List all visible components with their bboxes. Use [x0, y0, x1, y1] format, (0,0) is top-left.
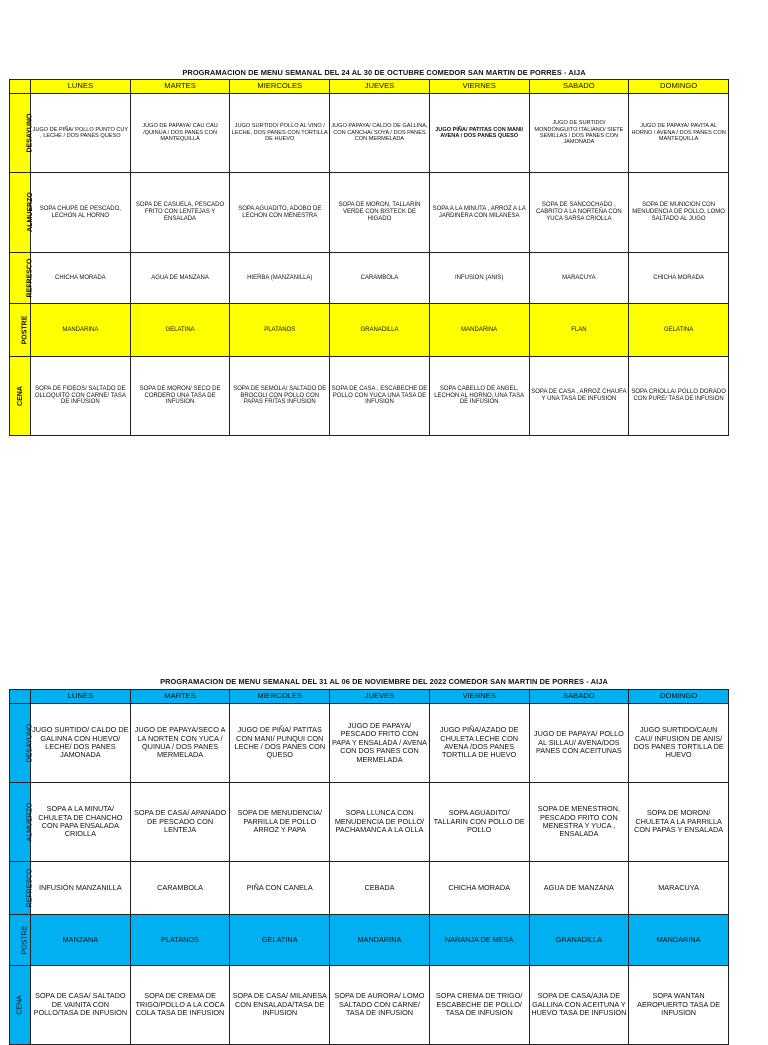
menu-cell: JUGO DE PIÑA/ PATITAS CON MANI/ PUNQUI CON LECHE / DOS PANES CON QUESO	[230, 704, 330, 783]
menu-cell: SOPA DE MUNICION CON MENUDENCIA DE POLLO, LOMO SALTADO AL JUGO	[629, 173, 729, 253]
menu-cell: SOPA DE FIDEOS/ SALTADO DE OLLOQUITO CON CARNE/ TASA DE INFUSION	[31, 357, 131, 436]
menu-cell: PLATANOS	[230, 304, 330, 357]
menu-title: PROGRAMACION DE MENU SEMANAL DEL 31 AL 06 DE NOVIEMBRE DEL 2022 COMEDOR SAN MARTIN DE PORRES - AIJA	[160, 677, 608, 686]
menu-cell: GELATINA	[230, 915, 330, 966]
menu-cell: MANZANA	[31, 915, 131, 966]
menu-cell: FLAN	[529, 304, 629, 357]
day-header: JUEVES	[330, 80, 430, 94]
menu-cell: HIERBA (MANZANILLA)	[230, 253, 330, 304]
meal-label: ALMUERZO	[10, 173, 31, 253]
menu-cell: JUGO SURTIDO/ POLLO AL VINO / LECHE, DOS PANES CON TORTILLA DE HUEVO	[230, 94, 330, 173]
menu-week-1	[0, 0, 768, 440]
menu-cell: JUGO SURTIDO/ CALDO DE GALINNA CON HUEVO/ LECHE/ DOS PANES JAMONADA	[31, 704, 131, 783]
menu-cell: SOPA CREMA DE TRIGO/ ESCABECHE DE POLLO/ TASA DE INFUSION	[429, 966, 529, 1045]
menu-cell: SOPA DE MORON, TALLARIN VERDE CON BISTECK DE HIGADO	[330, 173, 430, 253]
menu-cell: SOPA DE SANCOCHADO , CABRITO A LA NORTEÑA CON YUCA SARSA CRIOLLA	[529, 173, 629, 253]
day-header: LUNES	[31, 690, 131, 704]
menu-cell: AGUA DE MANZANA	[529, 862, 629, 915]
menu-cell: SOPA DE SEMOLA/ SALTADO DE BROCOLI CON POLLO CON PAPAS FRITAS INFUSION	[230, 357, 330, 436]
meal-label: POSTRE	[10, 304, 31, 357]
menu-cell: PIÑA CON CANELA	[230, 862, 330, 915]
menu-cell: SOPA LLUNCA CON MENUDENCIA DE POLLO/ PACHAMANCA A LA OLLA	[330, 783, 430, 862]
menu-week-2	[0, 674, 768, 1024]
menu-cell: INFUSION (ANIS)	[429, 253, 529, 304]
meal-label: REFRESCO	[10, 862, 31, 915]
menu-title: PROGRAMACION DE MENU SEMANAL DEL 24 AL 30 DE OCTUBRE COMEDOR SAN MARTIN DE PORRES - AIJA	[182, 68, 586, 77]
menu-cell: CHICHA MORADA	[429, 862, 529, 915]
menu-cell: SOPA DE CASA , ESCABECHE DE POLLO CON YUCA UNA TASA DE INFUSION	[330, 357, 430, 436]
menu-cell: SOPA AGUADITO/ TALLARIN CON POLLO DE POLLO	[429, 783, 529, 862]
day-header: DOMINGO	[629, 690, 729, 704]
day-header: DOMINGO	[629, 80, 729, 94]
menu-cell: CARAMBOLA	[330, 253, 430, 304]
menu-table	[9, 79, 729, 436]
menu-cell: GELATINA	[629, 304, 729, 357]
meal-label: REFRESCO	[10, 253, 31, 304]
menu-cell: MANDARINA	[31, 304, 131, 357]
menu-cell: SOPA DE MENUDENCIA/ PARRILLA DE POLLO ARROZ Y PAPA	[230, 783, 330, 862]
menu-cell: SOPA DE CASA/AJIA DE GALLINA CON ACEITUNA Y HUEVO TASA DE INFUSION	[529, 966, 629, 1045]
day-header: VIERNES	[429, 80, 529, 94]
menu-cell: MANDARINA	[629, 915, 729, 966]
menu-cell: SOPA DE CASA , ARROZ CHAUFA Y UNA TASA DE INFUSION	[529, 357, 629, 436]
menu-cell: INFUSIÓN MANZANILLA	[31, 862, 131, 915]
menu-cell: SOPA AGUADITO, ADOBO DE LECHON CON MENESTRA	[230, 173, 330, 253]
menu-cell: SOPA DE MORON/ SECO DE CORDERO UNA TASA DE INFUSION	[130, 357, 230, 436]
menu-cell: MANDARINA	[330, 915, 430, 966]
menu-cell: JUGO DE PAPAYA/SECO A LA NORTEN CON YUCA / QUINUA / DOS PANES MERMELADA	[130, 704, 230, 783]
menu-cell: JUGO DE PAPAYA/ PAVITA AL HORNO / AVENA / DOS PANES CON MANTEQUILLA	[629, 94, 729, 173]
menu-cell: SOPA CABELLO DE ANGEL, LECHON AL HORNO, UNA TASA DE INFUSION	[429, 357, 529, 436]
day-header: MARTES	[130, 690, 230, 704]
menu-cell: JUGO DE PAPAYA/ PESCADO FRITO CON PAPA Y ENSALADA / AVENA CON DOS PANES CON MERMELADA	[330, 704, 430, 783]
menu-cell: SOPA A LA MINUTA/ CHULETA DE CHANCHO CON PAPA ENSALADA CRIOLLA	[31, 783, 131, 862]
menu-cell: SOPA DE MENESTRON, PESCADO FRITO CON MENESTRA Y YUCA , ENSALADA	[529, 783, 629, 862]
day-header: JUEVES	[330, 690, 430, 704]
menu-cell: SOPA DE CREMA DE TRIGO/POLLO A LA COCA COLA TASA DE INFUSION	[130, 966, 230, 1045]
menu-cell: CHICHA MORADA	[31, 253, 131, 304]
menu-cell: JUGO PIÑA/AZADO DE CHULETA LECHE CON AVENA /DOS PANES TORTILLA DE HUEVO	[429, 704, 529, 783]
menu-cell: JUGO PAPAYA/ CALDO DE GALLINA, CON CANCHA/ SOYA / DOS PANES CON MERMELADA	[330, 94, 430, 173]
day-header: LUNES	[31, 80, 131, 94]
menu-cell: SOPA DE CASUELA, PESCADO FRITO CON LENTEJAS Y ENSALADA	[130, 173, 230, 253]
menu-cell: SOPA WANTAN AEROPUERTO TASA DE INFUSION	[629, 966, 729, 1045]
day-header: SABADO	[529, 80, 629, 94]
corner-cell	[10, 80, 31, 94]
menu-cell: SOPA CRIOLLA/ POLLO DORADO CON PURE/ TASA DE INFUSION	[629, 357, 729, 436]
menu-cell: JUGO DE PAPAYA/ CAU CAU /QUINUA / DOS PANES CON MANTEQUILLA	[130, 94, 230, 173]
meal-label: POSTRE	[10, 915, 31, 966]
menu-cell: SOPA A LA MINUTA , ARROZ A LA JARDINERA CON MILANESA	[429, 173, 529, 253]
day-header: VIERNES	[429, 690, 529, 704]
menu-cell: NARANJA DE MESA	[429, 915, 529, 966]
menu-cell: MARACUYA	[529, 253, 629, 304]
menu-cell: SOPA DE CASA/ SALTADO DE VAINITA CON POLLO/TASA DE INFUSION	[31, 966, 131, 1045]
corner-cell	[10, 690, 31, 704]
day-header: SABADO	[529, 690, 629, 704]
menu-cell: GRANADILLA	[529, 915, 629, 966]
menu-cell: SOPA CHUPE DE PESCADO, LECHON AL HORNO	[31, 173, 131, 253]
menu-cell: SOPA DE AURORA/ LOMO SALTADO CON CARNE/ TASA DE INFUSION	[330, 966, 430, 1045]
menu-cell: CEBADA	[330, 862, 430, 915]
meal-label: ALMUERZO	[10, 783, 31, 862]
menu-cell: PLATANOS	[130, 915, 230, 966]
menu-cell: GRANADILLA	[330, 304, 430, 357]
menu-cell: SOPA DE MORON/ CHULETA A LA PARRILLA CON PAPAS Y ENSALADA	[629, 783, 729, 862]
meal-label: DESAYUNO	[10, 704, 31, 783]
menu-cell: MANDARINA	[429, 304, 529, 357]
menu-cell: SOPA DE CASA/ APANADO DE PESCADO CON LENTEJA	[130, 783, 230, 862]
menu-cell: AGUA DE MANZANA	[130, 253, 230, 304]
meal-label: CENA	[10, 357, 31, 436]
menu-cell: JUGO DE PIÑA/ POLLO PUNTO CUY , LECHE / DOS PANES QUESO	[31, 94, 131, 173]
menu-cell: SOPA DE CASA/ MILANESA CON ENSALADA/TASA DE INFUSION	[230, 966, 330, 1045]
menu-cell: JUGO PIÑA/ PATITAS CON MANI/ AVENA / DOS PANES QUESO	[429, 94, 529, 173]
meal-label: DESAYUNO	[10, 94, 31, 173]
day-header: MIERCOLES	[230, 690, 330, 704]
day-header: MARTES	[130, 80, 230, 94]
menu-cell: CARAMBOLA	[130, 862, 230, 915]
menu-cell: JUGO DE PAPAYA/ POLLO AL SILLAU/ AVENA/DOS PANES CON ACEITUNAS	[529, 704, 629, 783]
meal-label: CENA	[10, 966, 31, 1045]
menu-cell: JUGO DE SURTIDO/ MONDONGUITO ITALIANO/ SIETE SEMILLAS / DOS PANES CON JAMONADA	[529, 94, 629, 173]
day-header: MIERCOLES	[230, 80, 330, 94]
menu-cell: GELATINA	[130, 304, 230, 357]
menu-table	[9, 689, 729, 1045]
menu-cell: CHICHA MORADA	[629, 253, 729, 304]
menu-cell: MARACUYA	[629, 862, 729, 915]
menu-cell: JUGO SURTIDO/CAUN CAU/ INFUSION DE ANIS/ DOS PANES TORTILLA DE HUEVO	[629, 704, 729, 783]
